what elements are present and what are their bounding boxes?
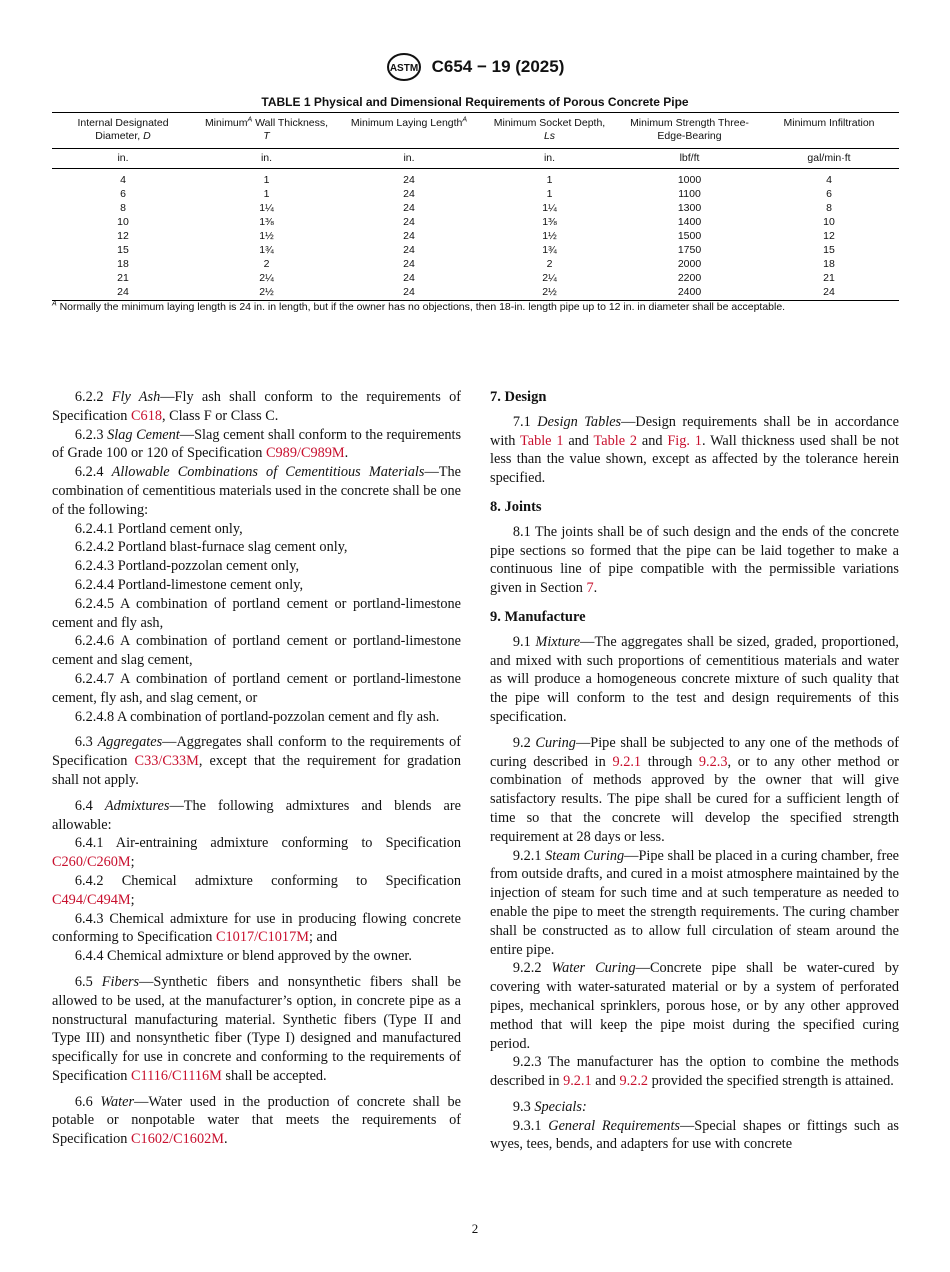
section-9-heading: 9. Manufacture	[490, 608, 586, 625]
page-number: 2	[471, 1221, 479, 1236]
table-cell: 24	[403, 174, 415, 186]
table-cell: 1¾	[259, 244, 274, 256]
para-6-2-4-2: 6.2.4.2 Portland blast-furnace slag cement only,	[74, 539, 348, 556]
unit-cell: in.	[339, 149, 479, 169]
para-6-2-4-8: 6.2.4.8 A combination of portland-pozzolan cement and fly ash.	[74, 708, 440, 725]
link-section-7[interactable]: 7	[586, 580, 594, 597]
col-header-wall-thickness: Minimum$^A$ Wall Thickness, T	[194, 113, 339, 149]
table-cell: 1	[546, 174, 553, 186]
table-cell: 1⅜	[259, 216, 274, 228]
table-cell: 1⅜	[542, 216, 557, 228]
section-7-heading: 7. Design	[490, 389, 547, 405]
table-cell: 12	[117, 230, 129, 242]
table-cell: 8	[120, 202, 126, 214]
table-cell: 4	[120, 174, 126, 186]
col-header-strength: Minimum Strength Three- Edge-Bearing	[620, 113, 759, 149]
table-cell: 2¼	[259, 272, 274, 284]
para-9-3: 9.3 Specials:	[512, 1098, 587, 1115]
para-6-2-4-3: 6.2.4.3 Portland-pozzolan cement only,	[74, 558, 300, 575]
para-6-4-3: 6.4.3 Chemical admixture for use in producing flowing concrete conforming to Specification C1017/C1017M; and	[52, 910, 461, 946]
para-6-2-2: 6.2.2 Fly Ash—Fly ash shall conform to the requirements of Specification C618, Class F or Class C.	[52, 389, 462, 424]
table-cell: 1500	[677, 230, 702, 242]
link-table-1[interactable]: Table 1	[519, 432, 564, 449]
table-cell: 24	[403, 216, 415, 228]
link-fig-1[interactable]: Fig. 1	[667, 432, 702, 449]
para-6-4-4: 6.4.4 Chemical admixture or blend approved by the owner.	[74, 948, 412, 965]
link-c33[interactable]: C33/C33M	[134, 753, 199, 770]
para-6-2-4-5: 6.2.4.5 A combination of portland cement or portland-limestone cement and fly ash,	[52, 595, 461, 631]
table-cell: 1	[263, 174, 270, 186]
table-cell: 1300	[677, 202, 702, 214]
table-cell: 12	[823, 230, 835, 242]
para-8-1: 8.1 The joints shall be of such design and the ends of the concrete pipe sections so formed that the pipe can be laid together to make a continuous line of pipe compatible with the permissible variations given in Section 7.	[490, 523, 899, 597]
para-9-2-1: 9.2.1 Steam Curing—Pipe shall be placed in a curing chamber, free from outside drafts, and cured in a moist atmosphere maintained by the injection of steam for such time and at such temperature as needed to enable the pipe to meet the strength requirements. The curing chamber shall be constructed as to allow full circulation of steam around the entire pipe.	[490, 847, 900, 958]
table-row	[52, 187, 899, 201]
table-row	[52, 201, 899, 215]
para-6-2-4-4: 6.2.4.4 Portland-limestone cement only,	[74, 576, 304, 593]
unit-cell: gal/min·ft	[759, 149, 899, 169]
table-cell: 2200	[677, 272, 702, 284]
table-cell: 18	[823, 258, 835, 270]
table-cell: 10	[117, 216, 129, 228]
col-header-laying-length: Minimum Laying Length$^A$	[339, 113, 479, 149]
para-6-5: 6.5 Fibers—Synthetic fibers and nonsynthetic fibers shall be allowed to be used, at the manufacturer’s option, in concrete pipe as a nonstructural manufacturing material. Synthetic fibers (Type II and Type III) and nonsynthetic fiber (Type I) designed and manufactured specifically for use in concrete and conforming to the requirements of Specification C1116/C1116M shall be accepted.	[52, 973, 461, 1084]
link-c618[interactable]: C618	[131, 407, 162, 424]
table-cell: 1100	[678, 188, 701, 200]
para-9-2-2: 9.2.2 Water Curing—Concrete pipe shall be water-cured by covering with water-saturated material or by a system of perforated pipes, mechanical sprinklers, porous hose, or by any other approved method that will keep the pipe moist during the specified curing period.	[490, 960, 900, 1052]
unit-cell: lbf/ft	[620, 149, 759, 169]
table-cell: 24	[52, 285, 194, 301]
para-6-4-2: 6.4.2 Chemical admixture conforming to Specification C494/C494M;	[52, 872, 461, 908]
table-title: TABLE 1 Physical and Dimensional Requirements of Porous Concrete Pipe	[261, 95, 689, 109]
table-cell: 24	[403, 230, 415, 242]
para-6-4: 6.4 Admixtures—The following admixtures and blends are allowable:	[52, 797, 461, 833]
table-cell: 24	[403, 272, 415, 284]
table-cell: 2½	[479, 285, 620, 301]
table-cell: 2¼	[542, 272, 557, 284]
table-row	[52, 257, 899, 271]
table-cell: 21	[117, 272, 129, 284]
table-cell: 1	[546, 188, 553, 200]
table-footnote: $^A$ Normally the minimum laying length is 24 in. in length, but if the owner has no objections, then 18-in. length pipe up to 12 in. in diameter shall be acceptable.	[52, 300, 786, 313]
link-9-2-3[interactable]: 9.2.3	[698, 753, 728, 770]
para-6-2-4-1: 6.2.4.1 Portland cement only,	[74, 520, 243, 537]
table-row	[52, 229, 899, 243]
link-c1017[interactable]: C1017/C1017M	[215, 929, 309, 946]
table-cell: 8	[826, 202, 832, 214]
table-cell: 1½	[542, 230, 557, 242]
para-6-2-4-6: 6.2.4.6 A combination of portland cement or portland-limestone cement and slag cement,	[52, 633, 461, 669]
table-cell: 1½	[259, 230, 274, 242]
col-header-socket-depth: Minimum Socket Depth, Ls	[479, 113, 620, 149]
table-cell: 1¾	[542, 244, 557, 256]
para-9-2: 9.2 Curing—Pipe shall be subjected to any one of the methods of curing described in 9.2.1 through 9.2.3, or to any other method or combination of methods approved by the owner that will give satisfactory results. The pipe shall be cured for a sufficient length of time so that the concrete will develop the specified strength requirement at 28 days or less.	[490, 734, 899, 845]
left-column	[52, 388, 461, 1149]
table-cell: 10	[823, 216, 835, 228]
para-7-1: 7.1 Design Tables—Design requirements shall be in accordance with Table 1 and Table 2 and Fig. 1. Wall thickness used shall be not less than the value shown, except as affected by the tolerance herein specified.	[490, 413, 899, 487]
link-c1602[interactable]: C1602/C1602M	[131, 1131, 224, 1148]
col-header-infiltration: Minimum Infiltration	[759, 113, 899, 149]
table-cell: 24	[403, 258, 415, 270]
table-cell: 24	[403, 202, 415, 214]
table-row	[52, 215, 899, 229]
para-6-2-3: 6.2.3 Slag Cement—Slag cement shall conform to the requirements of Grade 100 or 120 of Specification C989/C989M.	[52, 426, 462, 462]
link-9-2-1[interactable]: 9.2.1	[612, 753, 642, 770]
link-9-2-1[interactable]: 9.2.1	[563, 1073, 592, 1090]
table-cell: 6	[826, 188, 832, 200]
astm-logo-icon	[386, 52, 422, 82]
link-9-2-2[interactable]: 9.2.2	[619, 1073, 649, 1090]
table-cell: 1¼	[542, 202, 557, 214]
table-cell: 24	[759, 285, 899, 301]
para-6-3: 6.3 Aggregates—Aggregates shall conform to the requirements of Specification C33/C33M, except that the requirement for gradation shall not apply.	[52, 734, 461, 788]
link-c989[interactable]: C989/C989M	[266, 445, 345, 462]
para-9-1: 9.1 Mixture—The aggregates shall be sized, graded, proportioned, and mixed with such proportions of cementitious materials and water as will produce a homogeneous concrete mixture of such quality that the pipe will conform to the test and design requirements of this specification.	[490, 633, 900, 725]
table-cell: 1	[263, 188, 270, 200]
table-row	[52, 285, 899, 301]
para-6-2-4: 6.2.4 Allowable Combinations of Cementitious Materials—The combination of cementitious materials used in the concrete shall be one of the following:	[52, 464, 461, 518]
table-cell: 1400	[677, 216, 702, 228]
para-9-3-1: 9.3.1 General Requirements—Special shapes or fittings such as wyes, tees, bends, and adapters for use with concrete	[490, 1117, 899, 1153]
table-row	[52, 169, 899, 188]
col-header-diameter: Internal Designated Diameter, D	[52, 113, 194, 149]
para-6-4-1: 6.4.1 Air-entraining admixture conforming to Specification C260/C260M;	[52, 835, 461, 871]
link-c494[interactable]: C494/C494M	[52, 891, 131, 908]
requirements-table	[52, 112, 899, 301]
link-table-2[interactable]: Table 2	[593, 432, 638, 449]
table-cell: 1¼	[259, 202, 274, 214]
section-8-heading: 8. Joints	[490, 498, 542, 515]
para-9-2-3: 9.2.3 The manufacturer has the option to combine the methods described in 9.2.1 and 9.2.2 provided the specified strength is attained.	[490, 1054, 899, 1090]
para-6-6: 6.6 Water—Water used in the production of concrete shall be potable or nonpotable water that meets the requirements of Specification C1602/C1602M.	[52, 1093, 462, 1148]
table-cell: 21	[823, 272, 835, 284]
units-row	[52, 149, 899, 169]
table-cell: 2	[546, 258, 553, 270]
table-cell: 2000	[677, 258, 702, 270]
right-column	[490, 388, 899, 1154]
svg-text:ASTM: ASTM	[389, 63, 418, 74]
link-c260[interactable]: C260/C260M	[52, 854, 131, 871]
table-cell: 2	[263, 258, 270, 270]
unit-cell: in.	[479, 149, 620, 169]
page-header	[0, 52, 950, 82]
table-cell: 2400	[620, 285, 759, 301]
table-row	[52, 243, 899, 257]
unit-cell: in.	[52, 149, 194, 169]
table-cell: 24	[339, 285, 479, 301]
table-cell: 15	[823, 244, 835, 256]
table-cell: 4	[826, 174, 832, 186]
table-cell: 24	[403, 244, 415, 256]
standard-designation: C654 − 19 (2025)	[431, 57, 565, 76]
table-cell: 1000	[677, 174, 702, 186]
table-cell: 15	[117, 244, 129, 256]
table-cell: 18	[117, 258, 129, 270]
table-cell: 1750	[677, 244, 702, 256]
table-cell: 2½	[194, 285, 339, 301]
table-cell: 6	[120, 188, 126, 200]
link-c1116[interactable]: C1116/C1116M	[131, 1067, 222, 1084]
table-row	[52, 271, 899, 285]
para-6-2-4-7: 6.2.4.7 A combination of portland cement or portland-limestone cement, fly ash, and slag cement, or	[52, 670, 461, 706]
unit-cell: in.	[194, 149, 339, 169]
table-cell: 24	[403, 188, 415, 200]
